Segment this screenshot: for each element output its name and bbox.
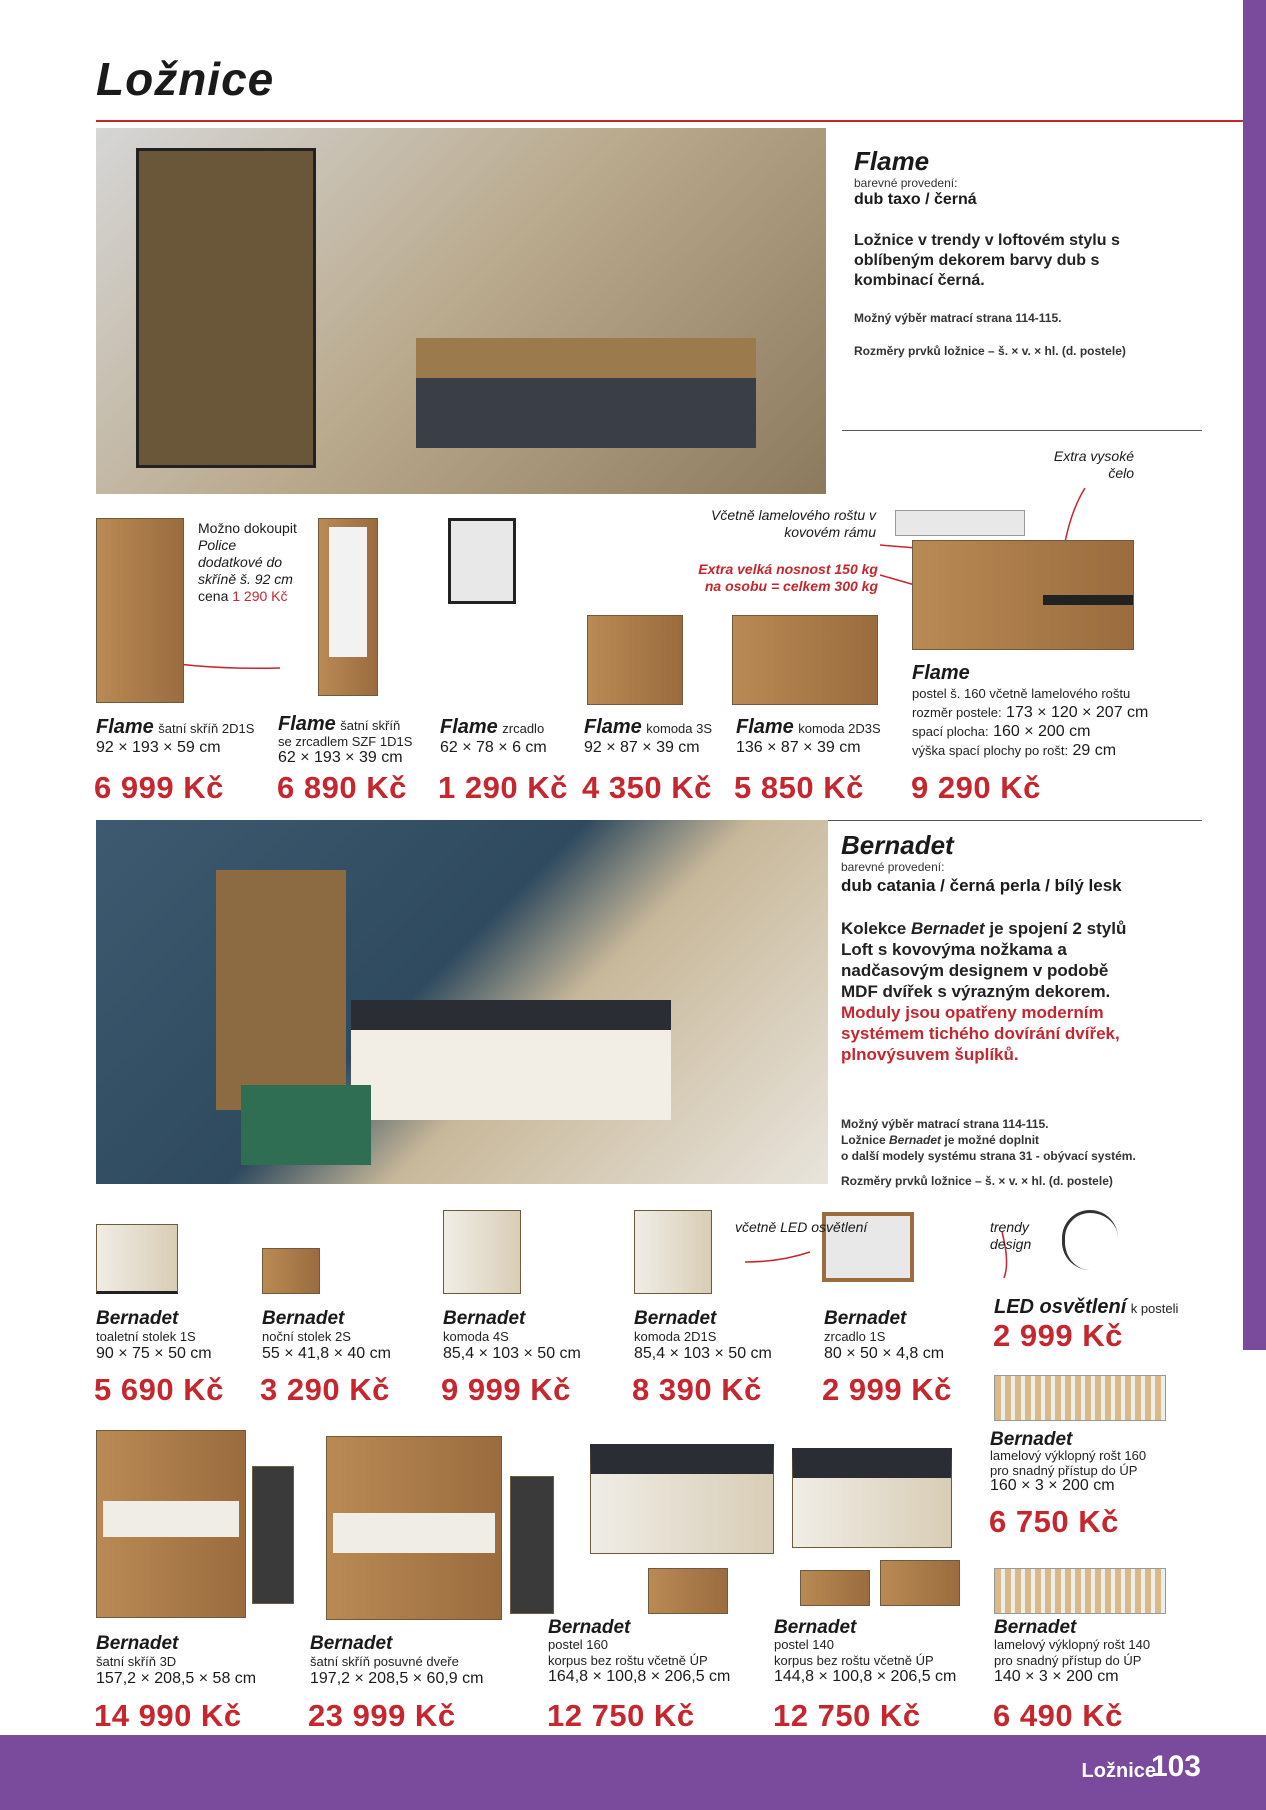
rost-160-price: 6 750 Kč [989,1504,1119,1539]
bernadet-price-bed-160: 12 750 Kč [547,1698,695,1733]
slat-frame-note: Včetně lamelového roštu v kovovém rámu [711,507,876,540]
bernadet-sliding-wardrobe-image [326,1436,502,1620]
bernadet-price-mirror: 2 999 Kč [822,1372,952,1407]
bernadet-notes [841,1116,1171,1164]
flame-mattress-note: Možný výběr matrací strana 114-115. [854,311,1062,325]
bed-line3-label: spací plocha: [912,724,989,739]
product-name: noční stolek 2S [262,1329,351,1344]
product-brand: Flame [96,716,154,738]
shelf-note [198,520,298,605]
note-line2a: Ložnice [841,1133,890,1147]
bernadet-dresser-2d1s-image [634,1210,712,1294]
product-name: šatní skříň 3D [96,1654,177,1669]
flame-color: dub taxo / černá [854,191,977,208]
flame-product-wardrobe-2d1s [96,716,254,757]
page-number: 103 [1150,1750,1201,1783]
product-name: komoda 2D3S [798,721,881,736]
slat-base-160-image [994,1375,1166,1421]
product-brand: Bernadet [990,1429,1073,1450]
bernadet-bed-140-image [792,1448,952,1548]
product-name: komoda 4S [443,1329,509,1344]
product-dims: 90 × 75 × 50 cm [96,1345,212,1362]
slat-base-140-image [994,1568,1166,1614]
product-dims: 144,8 × 100,8 × 206,5 cm [774,1668,957,1685]
product-brand: Bernadet [262,1308,345,1329]
bernadet-product-rost-140 [994,1617,1151,1685]
flame-title: Flame [854,146,930,176]
bernadet-product-mirror [824,1310,944,1362]
bernadet-price-bed-140: 12 750 Kč [773,1698,921,1733]
flame-bedroom-photo [96,128,826,494]
footer-section-label: Ložnice [1081,1760,1156,1782]
bernadet-vanity-image [96,1224,178,1294]
flame-product-dresser-2d3s [736,716,881,757]
bernadet-divider [828,820,1202,821]
product-brand: Flame [440,716,498,738]
product-name: postel 160 [548,1637,608,1652]
bernadet-product-vanity [96,1310,212,1362]
sliding-wardrobe-interior-image [510,1476,554,1614]
bed-line1: postel š. 160 včetně lamelového roštu [912,686,1131,701]
side-tab [1243,0,1266,1350]
bed-line4-value: 29 cm [1072,742,1117,759]
led-included-note: včetně LED osvětlení [735,1219,868,1235]
shelf-price: 1 290 Kč [232,588,288,604]
bernadet-description [841,918,1141,1065]
bernadet-nightstand-image [262,1248,320,1294]
shelf-note-line1: Možno dokoupit [198,520,297,536]
bed-line2-label: rozměr postele: [912,705,1002,720]
product-name: toaletní stolek 1S [96,1329,196,1344]
product-brand: Bernadet [824,1308,907,1329]
bed-160-storage-image [648,1568,728,1614]
note-line3: o další modely systému strana 31 - obývací systém. [841,1149,1136,1163]
desc-brand: Bernadet [910,919,985,938]
bernadet-product-dresser-4s [443,1310,581,1362]
product-dims: 85,4 × 103 × 50 cm [634,1345,772,1362]
led-title: LED osvětlení [994,1296,1127,1318]
product-brand: Bernadet [994,1617,1077,1638]
bernadet-title: Bernadet [841,830,954,860]
bernadet-product-bed-160 [548,1617,731,1685]
product-brand: Bernadet [443,1308,526,1329]
bernadet-wardrobe-3d-image [96,1430,246,1618]
bernadet-color-label: barevné provedení: [841,860,945,874]
product-brand: Flame [584,716,642,738]
product-dims: 136 × 87 × 39 cm [736,739,861,756]
bed-140-storage-image-2 [880,1560,960,1606]
product-dims: 92 × 87 × 39 cm [584,739,700,756]
bed-line4-label: výška spací plochy po rošt: [912,743,1069,758]
product-name: šatní skříň 2D1S [158,721,255,736]
flame-price-dresser-2d3s: 5 850 Kč [734,770,864,805]
shelf-note-line3: cena [198,588,229,604]
trendy-design-note: trendy design [990,1219,1032,1252]
product-dims: 92 × 193 × 59 cm [96,739,221,756]
product-dims: 62 × 78 × 6 cm [440,739,547,756]
flame-dims-note: Rozměry prvků ložnice – š. × v. × hl. (d. postele) [854,344,1126,358]
desc-red: Moduly jsou opatřeny moderním systémem tichého dovírání dvířek, plnovýsuvem šuplíků. [841,1003,1120,1064]
flame-mirror-image [448,518,516,604]
product-dims: 55 × 41,8 × 40 cm [262,1345,391,1362]
bernadet-product-sliding-wardrobe [310,1635,483,1687]
bernadet-bedroom-photo [96,820,828,1184]
flame-wardrobe-2d1s-image [96,518,184,703]
flame-slat-base-image [895,510,1025,536]
product-brand: Bernadet [774,1617,857,1638]
flame-price-wardrobe-2d1s: 6 999 Kč [94,770,224,805]
product-name: zrcadlo [502,721,545,736]
note-line2c: je možné doplnit [941,1133,1040,1147]
bernadet-color: dub catania / černá perla / bílý lesk [841,876,1122,895]
product-name: postel 140 [774,1637,834,1652]
bernadet-price-vanity: 5 690 Kč [94,1372,224,1407]
desc-part1: Kolekce [841,919,911,938]
flame-price-bed: 9 290 Kč [911,770,1041,805]
bernadet-price-rost-140: 6 490 Kč [993,1698,1123,1733]
led-price: 2 999 Kč [993,1318,1123,1353]
bed-140-storage-image-1 [800,1570,870,1606]
product-dims: 160 × 3 × 200 cm [990,1477,1115,1494]
bernadet-product-wardrobe-3d [96,1635,256,1687]
led-product [994,1296,1178,1319]
led-suffix: k posteli [1130,1301,1179,1316]
bed-line2-value: 173 × 120 × 207 cm [1006,704,1149,721]
bernadet-price-dresser-4s: 9 999 Kč [441,1372,571,1407]
product-brand: Bernadet [310,1633,393,1654]
product-name-2: korpus bez roštu včetně ÚP [548,1653,708,1668]
load-capacity-note: Extra velká nosnost 150 kg na osobu = celkem 300 kg [698,561,878,594]
bernadet-price-nightstand: 3 290 Kč [260,1372,390,1407]
desc-part2: je spojení 2 stylů Loft s kovovýma nožkama a nadčasovým designem v podobě MDF dvířek s výrazným dekorem. [841,919,1127,1001]
flame-mirror-wardrobe-image [318,518,378,696]
wardrobe-3d-interior-image [252,1466,294,1604]
flame-product-bed [912,664,1148,760]
flame-divider [842,430,1202,431]
product-name-2: pro snadný přístup do ÚP [994,1653,1142,1668]
product-dims: 80 × 50 × 4,8 cm [824,1345,945,1362]
flame-price-dresser-3s: 4 350 Kč [582,770,712,805]
bernadet-bed-160-image [590,1444,774,1554]
bernadet-dims-note: Rozměry prvků ložnice – š. × v. × hl. (d. postele) [841,1174,1113,1188]
led-lamp-icon [1062,1210,1118,1270]
product-name-2: korpus bez roštu včetně ÚP [774,1653,934,1668]
bernadet-dresser-4s-image [443,1210,521,1294]
bernadet-product-bed-140 [774,1617,957,1685]
note-mattress: Možný výběr matrací strana 114-115. [841,1117,1049,1131]
product-brand: Bernadet [634,1308,717,1329]
product-brand: Flame [912,662,970,684]
flame-price-mirror-wardrobe: 6 890 Kč [277,770,407,805]
bernadet-price-wardrobe-3d: 14 990 Kč [94,1698,242,1733]
product-dims: 197,2 × 208,5 × 60,9 cm [310,1670,484,1687]
flame-description: Ložnice v trendy v loftovém stylu s oblíbeným dekorem barvy dub s kombinací černá. [854,232,1120,289]
flame-bed-image [912,540,1134,650]
product-dims: 164,8 × 100,8 × 206,5 cm [548,1668,731,1685]
product-name: komoda 2D1S [634,1329,717,1344]
product-name: šatní skříň posuvné dveře [310,1654,459,1669]
product-name: komoda 3S [646,721,713,736]
flame-dresser-2d3s-image [732,615,878,705]
rost-line1: lamelový výklopný rošt 160 [990,1448,1147,1463]
bernadet-price-dresser-2d1s: 8 390 Kč [632,1372,762,1407]
product-dims: 85,4 × 103 × 50 cm [443,1345,581,1362]
product-name: zrcadlo 1S [824,1329,886,1344]
flame-dresser-3s-image [587,615,683,705]
product-brand: Flame [736,716,794,738]
footer-bar [0,1735,1266,1810]
flame-product-mirror [440,716,547,757]
product-dims: 157,2 × 208,5 × 58 cm [96,1670,257,1687]
product-brand: Bernadet [96,1308,179,1329]
rost-line2: pro snadný přístup do ÚP [990,1463,1138,1478]
flame-product-mirror-wardrobe [278,713,413,766]
product-dims: 62 × 193 × 39 cm [278,749,403,766]
bed-line3-value: 160 × 200 cm [993,723,1091,740]
product-dims: 140 × 3 × 200 cm [994,1668,1119,1685]
page-title: Ložnice [96,53,275,105]
bernadet-product-nightstand [262,1310,391,1362]
product-name: lamelový výklopný rošt 140 [994,1637,1151,1652]
flame-product-dresser-3s [584,716,712,757]
flame-color-label: barevné provedení: [854,176,958,190]
title-divider [96,120,1243,122]
product-name: šatní skříň [340,718,401,733]
rost-160-product [990,1429,1147,1494]
product-brand: Bernadet [548,1617,631,1638]
extra-headboard-note: Extra vysoké čelo [1053,448,1134,481]
note-line2b: Bernadet [889,1133,942,1147]
product-brand: Flame [278,713,336,735]
product-brand: Bernadet [96,1633,179,1654]
shelf-note-line2: Police dodatkové do skříně š. 92 cm [198,537,293,587]
bernadet-price-sliding-wardrobe: 23 999 Kč [308,1698,456,1733]
flame-price-mirror: 1 290 Kč [438,770,568,805]
bernadet-product-dresser-2d1s [634,1310,772,1362]
product-name-2: se zrcadlem SZF 1D1S [278,734,413,749]
